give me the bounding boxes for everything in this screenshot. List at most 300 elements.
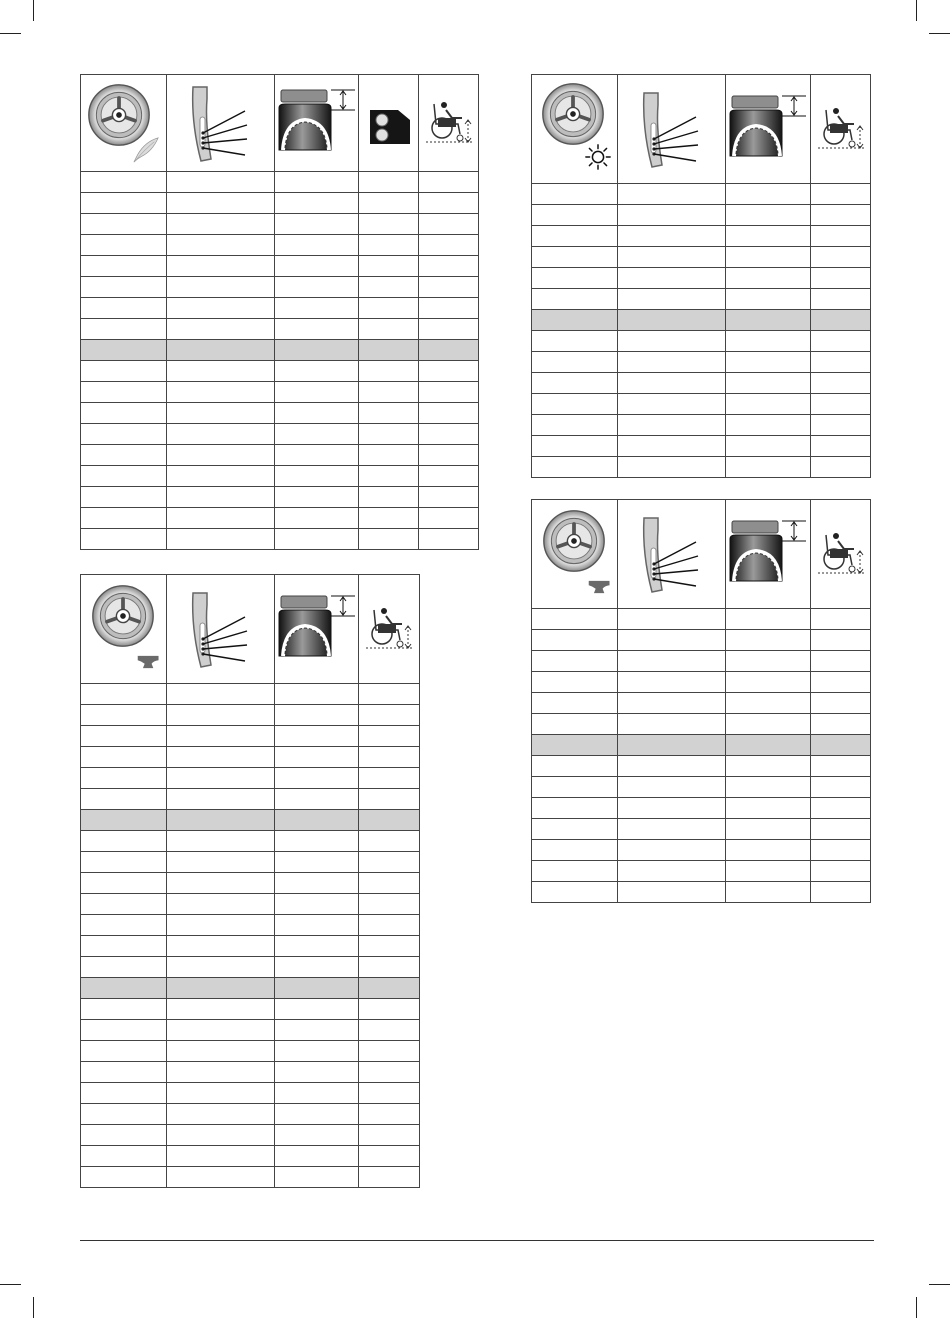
table-row (532, 226, 871, 247)
table-cell (726, 714, 811, 735)
table-header-row (81, 575, 420, 684)
table-cell (359, 852, 420, 873)
header-cell (167, 75, 275, 172)
table-cell (726, 609, 811, 630)
table-row (81, 852, 420, 873)
table-cell (81, 1104, 167, 1125)
table-row (532, 798, 871, 819)
table-cell (275, 789, 359, 810)
table-cell (532, 247, 618, 268)
table-cell (359, 1041, 420, 1062)
table-cell (167, 1083, 275, 1104)
table-cell (726, 247, 811, 268)
table-cell (726, 630, 811, 651)
table-cell (81, 873, 167, 894)
table-cell (81, 214, 167, 235)
table-cell (726, 651, 811, 672)
table-cell (359, 978, 420, 999)
table-cell (532, 373, 618, 394)
table-cell (167, 382, 275, 403)
table-cell (618, 184, 726, 205)
crop-mark (916, 1297, 917, 1318)
table-row (81, 978, 420, 999)
table-cell (275, 193, 359, 214)
table-cell (81, 382, 167, 403)
table-cell (275, 1146, 359, 1167)
header-cell (811, 75, 871, 184)
table-cell (726, 331, 811, 352)
table-cell (359, 873, 420, 894)
table-cell (359, 705, 420, 726)
table-cell (726, 735, 811, 756)
table-cell (81, 915, 167, 936)
table-cell (532, 289, 618, 310)
table-cell (811, 798, 871, 819)
table-cell (618, 436, 726, 457)
table-cell (811, 205, 871, 226)
table-cell (726, 819, 811, 840)
fork-positions-icon (624, 89, 719, 169)
table-cell (359, 684, 420, 705)
table-cell (359, 277, 419, 298)
table-cell (532, 798, 618, 819)
table-cell (275, 403, 359, 424)
table-cell (167, 1167, 275, 1188)
table-row (532, 289, 871, 310)
table-row (81, 193, 479, 214)
table-cell (359, 445, 419, 466)
table-3 (531, 74, 871, 478)
table-cell (618, 415, 726, 436)
table-cell (359, 403, 419, 424)
table-cell (167, 256, 275, 277)
table-row (81, 424, 479, 445)
table-row (81, 277, 479, 298)
table-cell (726, 798, 811, 819)
table-cell (532, 756, 618, 777)
table-row (81, 1104, 420, 1125)
table-cell (618, 651, 726, 672)
table-header-row (81, 75, 479, 172)
table-cell (532, 310, 618, 331)
table-cell (275, 915, 359, 936)
table-row (81, 529, 479, 550)
crop-mark (0, 1284, 21, 1285)
table-cell (81, 319, 167, 340)
table-cell (811, 184, 871, 205)
table-cell (811, 693, 871, 714)
table-cell (532, 819, 618, 840)
table-cell (532, 882, 618, 903)
table-cell (419, 172, 479, 193)
table-cell (811, 714, 871, 735)
table-cell (275, 319, 359, 340)
table-cell (81, 403, 167, 424)
table-row (81, 915, 420, 936)
table-cell (811, 415, 871, 436)
table-cell (726, 352, 811, 373)
table-body (81, 684, 420, 1188)
table-cell (359, 1083, 420, 1104)
table-cell (359, 894, 420, 915)
table-cell (419, 361, 479, 382)
table-cell (275, 172, 359, 193)
table-cell (275, 529, 359, 550)
table-cell (811, 735, 871, 756)
table-row (81, 957, 420, 978)
table-cell (532, 268, 618, 289)
table-cell (275, 487, 359, 508)
table-cell (419, 319, 479, 340)
crop-mark (33, 1297, 34, 1318)
table-row (81, 726, 420, 747)
table-row (81, 999, 420, 1020)
table-cell (811, 651, 871, 672)
table-cell (726, 310, 811, 331)
table-body (532, 184, 871, 478)
table-cell (81, 936, 167, 957)
table-cell (81, 852, 167, 873)
table-cell (275, 445, 359, 466)
table-cell (275, 340, 359, 361)
table-cell (81, 726, 167, 747)
table-1 (80, 74, 479, 550)
table-cell (359, 214, 419, 235)
table-cell (811, 609, 871, 630)
table-cell (359, 747, 420, 768)
table-cell (359, 726, 420, 747)
table-cell (532, 714, 618, 735)
table-cell (359, 831, 420, 852)
table-cell (726, 415, 811, 436)
table-cell (275, 508, 359, 529)
table-row (81, 382, 479, 403)
table-row (532, 735, 871, 756)
table-cell (811, 457, 871, 478)
table-cell (167, 361, 275, 382)
table-cell (167, 684, 275, 705)
table-cell (81, 529, 167, 550)
footer-rule (80, 1240, 874, 1241)
table-row (81, 810, 420, 831)
table-cell (359, 193, 419, 214)
table-cell (167, 235, 275, 256)
wheelchair-seat-height-icon (424, 98, 474, 148)
table-cell (726, 394, 811, 415)
header-cell (726, 75, 811, 184)
table-row (532, 436, 871, 457)
table-cell (167, 1125, 275, 1146)
table-cell (359, 1062, 420, 1083)
table-row (81, 172, 479, 193)
fork-positions-icon (624, 514, 719, 594)
table-cell (167, 340, 275, 361)
table-cell (726, 777, 811, 798)
table-row (532, 714, 871, 735)
table-cell (618, 289, 726, 310)
header-cell (359, 75, 419, 172)
table-row (532, 672, 871, 693)
table-row (81, 705, 420, 726)
table-cell (811, 819, 871, 840)
table-cell (167, 747, 275, 768)
table-cell (81, 487, 167, 508)
table-row (81, 1020, 420, 1041)
table-row (532, 268, 871, 289)
table-row (532, 819, 871, 840)
table-row (81, 1083, 420, 1104)
table-cell (618, 268, 726, 289)
table-cell (275, 235, 359, 256)
table-cell (726, 840, 811, 861)
table-row (81, 445, 479, 466)
table-cell (167, 978, 275, 999)
table-cell (726, 226, 811, 247)
table-cell (359, 424, 419, 445)
height-adjust-icon (726, 519, 810, 589)
table-body (81, 172, 479, 550)
table-row (532, 630, 871, 651)
table-row (81, 319, 479, 340)
table-cell (359, 1167, 420, 1188)
table-header-row (532, 75, 871, 184)
table-cell (359, 529, 419, 550)
table-cell (618, 735, 726, 756)
fork-positions-icon (173, 589, 268, 669)
table-row (81, 1125, 420, 1146)
crop-mark (916, 0, 917, 21)
table-row (532, 352, 871, 373)
table-cell (359, 957, 420, 978)
table-cell (275, 277, 359, 298)
table-cell (359, 172, 419, 193)
table-cell (532, 394, 618, 415)
table-cell (618, 457, 726, 478)
table-cell (532, 777, 618, 798)
table-cell (275, 999, 359, 1020)
table-cell (419, 424, 479, 445)
table-cell (167, 487, 275, 508)
table-cell (811, 840, 871, 861)
table-cell (726, 289, 811, 310)
table-cell (359, 466, 419, 487)
table-cell (419, 340, 479, 361)
table-cell (532, 840, 618, 861)
table-cell (419, 256, 479, 277)
table-cell (275, 852, 359, 873)
table-cell (726, 693, 811, 714)
table-cell (419, 403, 479, 424)
table-row (81, 508, 479, 529)
table-cell (618, 714, 726, 735)
table-cell (275, 726, 359, 747)
table-cell (81, 340, 167, 361)
table-cell (618, 352, 726, 373)
table-cell (275, 747, 359, 768)
table-row (532, 310, 871, 331)
table-cell (811, 289, 871, 310)
table-cell (811, 226, 871, 247)
table-cell (81, 1125, 167, 1146)
table-cell (359, 235, 419, 256)
header-cell (532, 500, 618, 609)
table-row (532, 415, 871, 436)
table-cell (167, 277, 275, 298)
table-row (532, 882, 871, 903)
table-cell (81, 1062, 167, 1083)
table-cell (81, 277, 167, 298)
table-cell (532, 457, 618, 478)
table-cell (81, 298, 167, 319)
table-cell (275, 1041, 359, 1062)
table-cell (726, 457, 811, 478)
table-row (81, 361, 479, 382)
table-cell (726, 436, 811, 457)
table-cell (726, 882, 811, 903)
table-cell (419, 445, 479, 466)
table-cell (618, 798, 726, 819)
table-cell (81, 1020, 167, 1041)
wheel-light-icon (534, 79, 616, 179)
table-cell (419, 193, 479, 214)
table-2 (80, 574, 420, 1188)
table-cell (359, 1020, 420, 1041)
table-cell (618, 609, 726, 630)
crop-mark (0, 33, 21, 34)
table-row (81, 768, 420, 789)
table-cell (275, 936, 359, 957)
header-cell (167, 575, 275, 684)
table-row (532, 609, 871, 630)
table-cell (167, 508, 275, 529)
table-cell (167, 789, 275, 810)
table-cell (532, 184, 618, 205)
table-cell (359, 298, 419, 319)
header-cell (419, 75, 479, 172)
table-cell (359, 810, 420, 831)
table-cell (811, 352, 871, 373)
table-cell (618, 777, 726, 798)
table-row (81, 1167, 420, 1188)
height-adjust-icon (726, 94, 810, 164)
table-cell (81, 1083, 167, 1104)
table-row (532, 861, 871, 882)
header-cell (618, 500, 726, 609)
table-cell (618, 394, 726, 415)
table-cell (618, 840, 726, 861)
wheelchair-seat-height-icon (364, 604, 414, 654)
wheel-solid-icon (84, 579, 164, 679)
table-cell (81, 1146, 167, 1167)
table-cell (532, 415, 618, 436)
table-row (532, 205, 871, 226)
table-cell (532, 651, 618, 672)
table-cell (275, 1104, 359, 1125)
table-cell (167, 915, 275, 936)
table-cell (811, 436, 871, 457)
table-cell (167, 1020, 275, 1041)
table-cell (167, 1041, 275, 1062)
table-cell (275, 298, 359, 319)
table-cell (811, 331, 871, 352)
table-cell (419, 529, 479, 550)
table-cell (419, 214, 479, 235)
table-cell (167, 810, 275, 831)
table-cell (167, 831, 275, 852)
table-cell (275, 768, 359, 789)
table-cell (618, 861, 726, 882)
table-body (532, 609, 871, 903)
table-cell (811, 268, 871, 289)
table-cell (419, 466, 479, 487)
table-cell (81, 705, 167, 726)
table-cell (81, 684, 167, 705)
table-cell (618, 819, 726, 840)
table-row (81, 1146, 420, 1167)
header-cell (811, 500, 871, 609)
table-row (81, 873, 420, 894)
height-adjust-icon (275, 594, 359, 664)
table-row (81, 466, 479, 487)
table-cell (275, 361, 359, 382)
table-cell (532, 205, 618, 226)
header-cell (81, 75, 167, 172)
table-cell (167, 298, 275, 319)
table-cell (275, 382, 359, 403)
table-cell (167, 214, 275, 235)
table-row (81, 298, 479, 319)
table-cell (811, 861, 871, 882)
table-cell (81, 466, 167, 487)
fork-positions-icon (173, 83, 268, 163)
table-cell (811, 672, 871, 693)
table-cell (811, 310, 871, 331)
table-cell (532, 735, 618, 756)
table-row (532, 693, 871, 714)
table-cell (359, 382, 419, 403)
table-cell (275, 214, 359, 235)
table-cell (167, 529, 275, 550)
table-cell (811, 394, 871, 415)
table-cell (618, 630, 726, 651)
table-cell (167, 445, 275, 466)
table-cell (359, 508, 419, 529)
table-cell (275, 256, 359, 277)
table-cell (811, 373, 871, 394)
table-cell (167, 852, 275, 873)
table-cell (81, 999, 167, 1020)
table-cell (81, 193, 167, 214)
table-cell (81, 747, 167, 768)
table-cell (419, 235, 479, 256)
table-cell (359, 1104, 420, 1125)
table-cell (532, 693, 618, 714)
table-cell (359, 340, 419, 361)
table-row (532, 840, 871, 861)
table-cell (167, 172, 275, 193)
table-row (81, 1041, 420, 1062)
table-cell (275, 1062, 359, 1083)
table-cell (359, 936, 420, 957)
table-row (532, 394, 871, 415)
table-cell (359, 1125, 420, 1146)
table-row (81, 831, 420, 852)
table-cell (167, 1062, 275, 1083)
wheel-solid-icon (535, 504, 615, 604)
table-cell (618, 247, 726, 268)
table-cell (532, 436, 618, 457)
table-cell (419, 508, 479, 529)
